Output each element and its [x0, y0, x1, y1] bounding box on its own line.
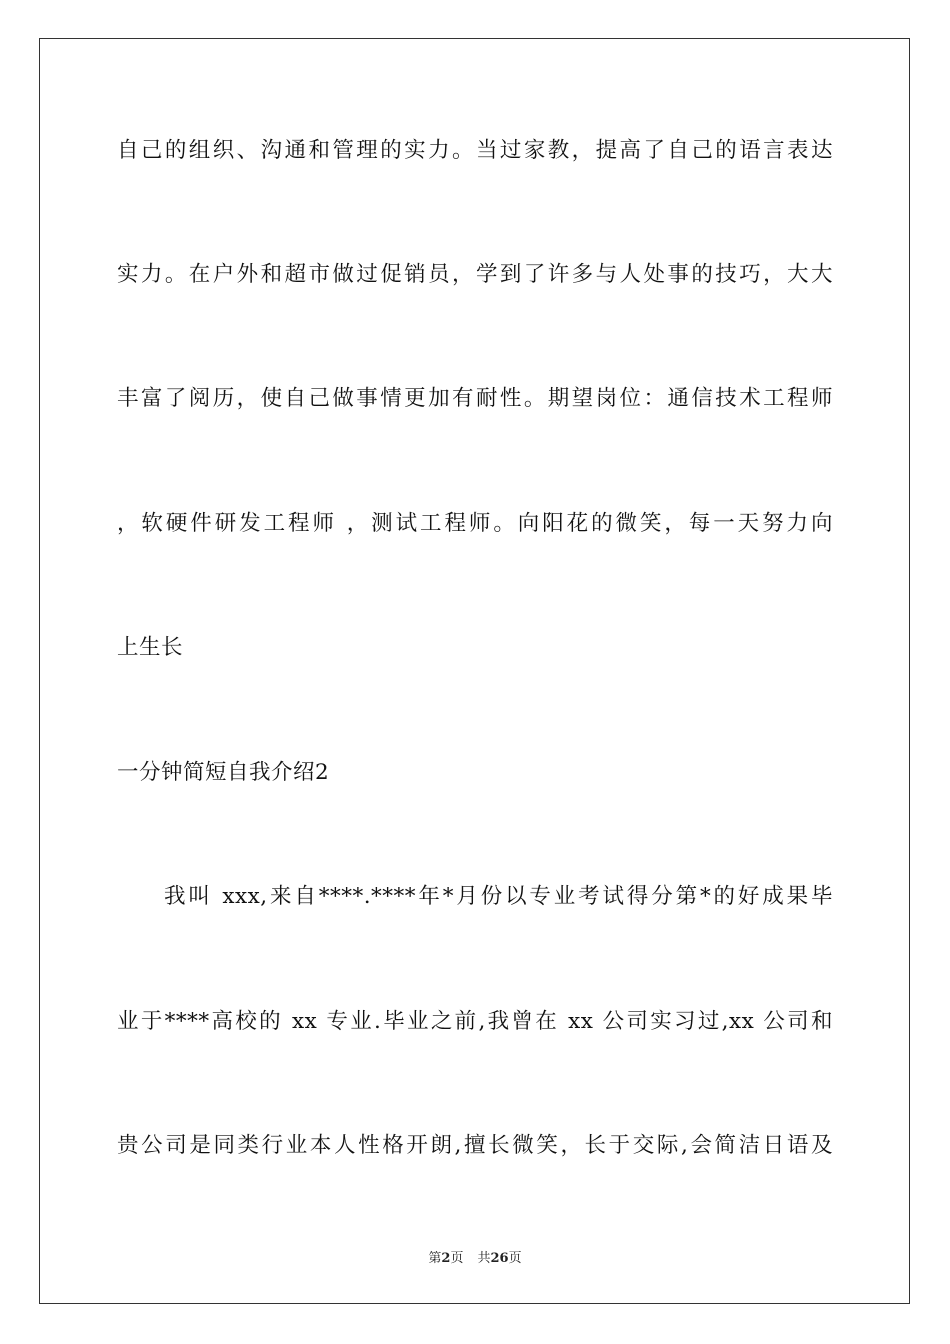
footer-total-pages: 26	[490, 1251, 509, 1266]
page-border	[39, 38, 910, 1304]
footer-total-suffix: 页	[508, 1251, 522, 1266]
footer-total-prefix: 共	[477, 1251, 491, 1266]
paragraph2-line-3: 贵公司是同类行业本人性格开朗,擅长微笑，长于交际,会简洁日语及	[117, 1133, 833, 1158]
body-line-4: ，软硬件研发工程师 ，测试工程师。向阳花的微笑，每一天努力向	[117, 511, 833, 536]
footer-page-current: 2	[441, 1251, 451, 1266]
body-line-3: 丰富了阅历，使自己做事情更加有耐性。期望岗位：通信技术工程师	[117, 386, 833, 411]
body-line-5: 上生长	[117, 635, 184, 660]
section-title: 一分钟简短自我介绍2	[117, 760, 330, 785]
page-footer	[0, 1247, 950, 1266]
paragraph2-line-1: 我叫 xxx,来自****.****年*月份以专业考试得分第*的好成果毕	[164, 884, 833, 909]
body-line-2: 实力。在户外和超市做过促销员，学到了许多与人处事的技巧，大大	[117, 262, 833, 287]
footer-page-suffix: 页	[450, 1251, 464, 1266]
body-line-1: 自己的组织、沟通和管理的实力。当过家教，提高了自己的语言表达	[117, 138, 833, 163]
paragraph2-line-2: 业于****高校的 xx 专业.毕业之前,我曾在 xx 公司实习过,xx 公司和	[117, 1009, 833, 1034]
footer-page-prefix: 第	[428, 1251, 442, 1266]
